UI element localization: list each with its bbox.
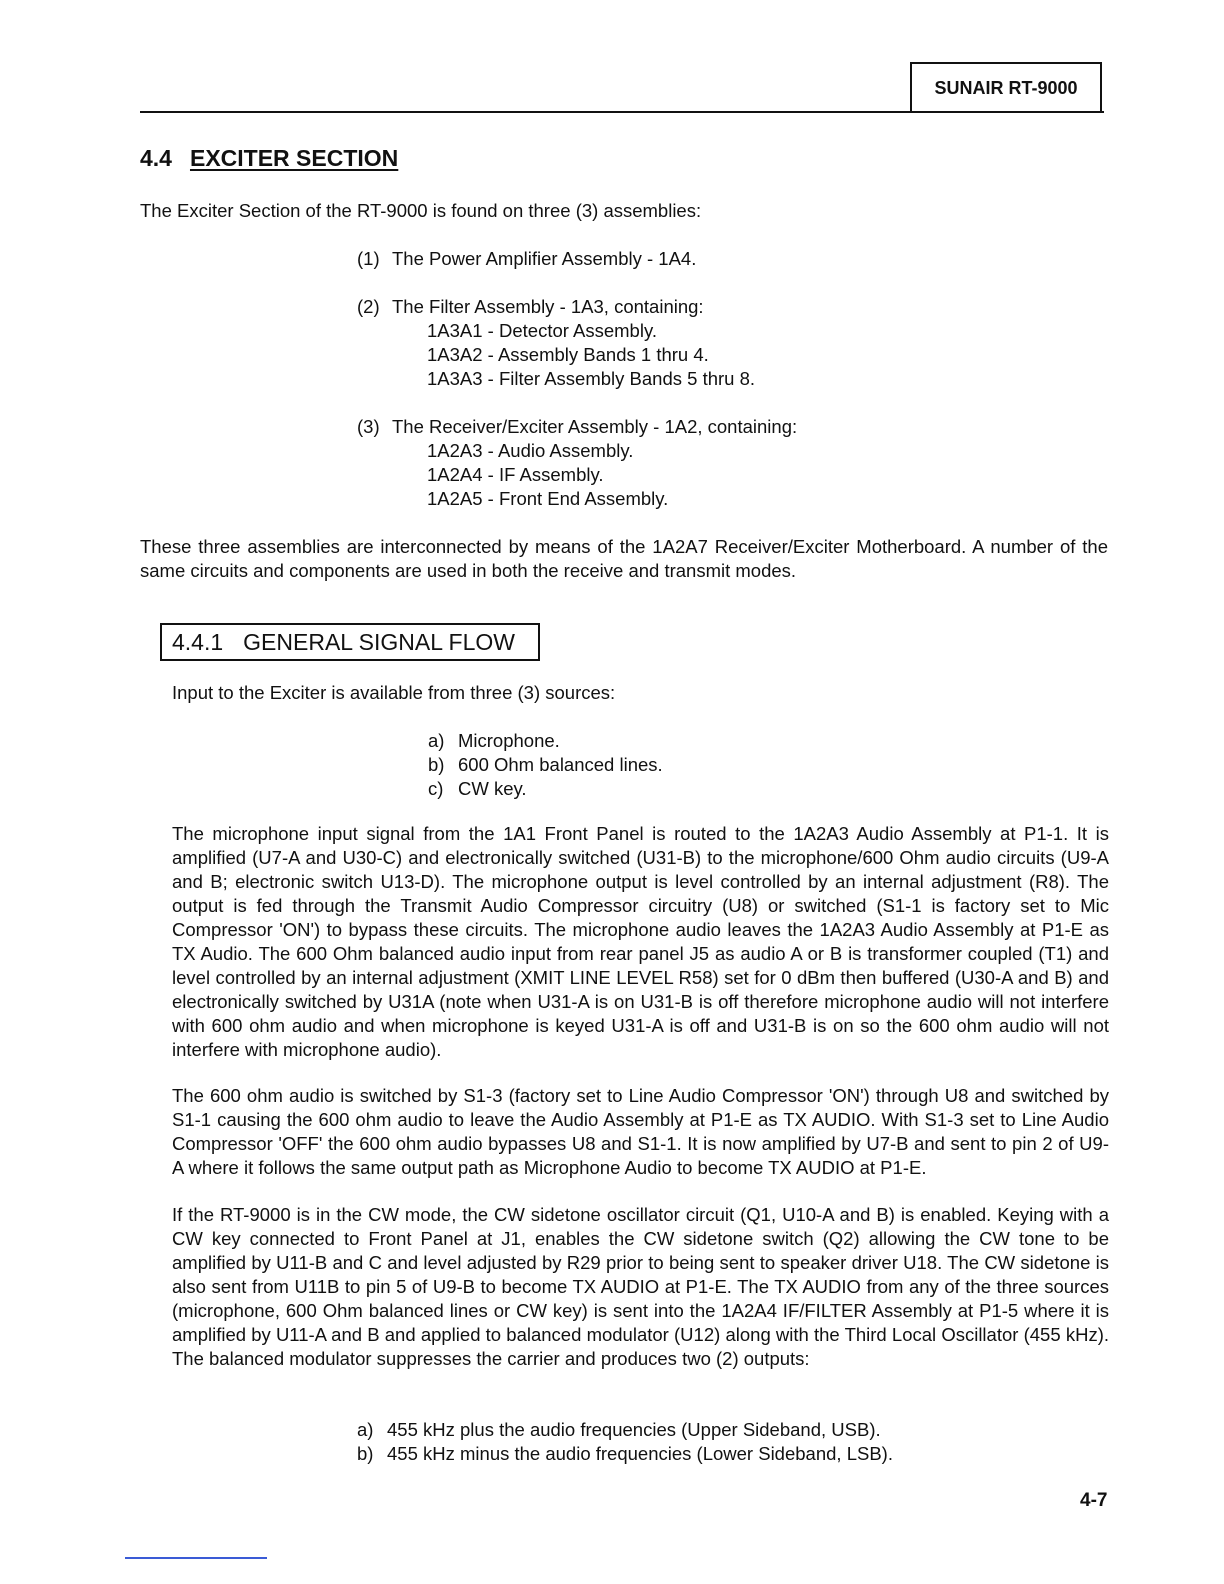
header-rule xyxy=(140,111,1104,113)
list-item xyxy=(428,777,663,801)
item-text: Microphone. xyxy=(458,730,560,751)
item-text: 455 kHz minus the audio frequencies (Lower Sideband, LSB). xyxy=(387,1443,893,1464)
sub-item: 1A3A3 - Filter Assembly Bands 5 thru 8. xyxy=(427,368,756,389)
line-audio-paragraph: The 600 ohm audio is switched by S1-3 (factory set to Line Audio Compressor 'ON') through U8 and switched by S1-1 causing the 600 ohm audio to leave the Audio Assembly at P1-E as TX AUDIO. With S1-3 set to Line Audio Compressor 'OFF' the 600 ohm audio bypasses U8 and S1-1. It is now amplified by U7-B and sent to pin 2 of U9-A where it follows the same output path as Microphone Audio to become TX AUDIO at P1-E. xyxy=(172,1085,1109,1178)
item-marker: (3) xyxy=(357,416,380,437)
item-marker: (2) xyxy=(357,296,380,317)
page-number: 4-7 xyxy=(1080,1490,1108,1511)
list-item xyxy=(428,729,663,753)
sub-item: 1A2A4 - IF Assembly. xyxy=(427,464,604,485)
assembly-list xyxy=(357,247,797,511)
sub-item: 1A3A1 - Detector Assembly. xyxy=(427,320,657,341)
source-list xyxy=(428,729,663,801)
item-text: 600 Ohm balanced lines. xyxy=(458,754,663,775)
cw-mode-paragraph: If the RT-9000 is in the CW mode, the CW sidetone oscillator circuit (Q1, U10-A and B) is enabled. Keying with a CW key connected to Front Panel at J1, enables the CW sidetone switch (Q2) allowing the CW tone to be amplified by U11-B and C and level adjusted by R29 prior to being sent to speaker driver U18. The CW sidetone is also sent from U11B to pin 5 of U9-B to become TX AUDIO at P1-E. The TX AUDIO from any of the three sources (microphone, 600 Ohm balanced lines or CW key) is sent into the 1A2A4 IF/FILTER Assembly at P1-5 where it is amplified by U11-A and B and applied to balanced modulator (U12) along with the Third Local Oscillator (455 kHz). The balanced modulator suppresses the carrier and produces two (2) outputs: xyxy=(172,1204,1109,1369)
item-text: 455 kHz plus the audio frequencies (Upper Sideband, USB). xyxy=(387,1419,881,1440)
output-list xyxy=(357,1418,893,1466)
list-item xyxy=(357,415,797,511)
item-text: CW key. xyxy=(458,778,527,799)
interconnect-paragraph: These three assemblies are interconnected by means of the 1A2A7 Receiver/Exciter Motherboard. A number of the same circuits and components are used in both the receive and transmit modes. xyxy=(140,536,1108,581)
item-marker: a) xyxy=(357,1419,374,1440)
item-marker: b) xyxy=(428,754,445,775)
intro-paragraph: The Exciter Section of the RT-9000 is found on three (3) assemblies: xyxy=(140,200,702,221)
section-number: 4.4 xyxy=(140,145,172,171)
item-marker: c) xyxy=(428,778,444,799)
section-title xyxy=(140,145,398,172)
header-label: SUNAIR RT-9000 xyxy=(934,77,1078,98)
list-item xyxy=(357,247,797,271)
item-marker: b) xyxy=(357,1443,374,1464)
sub-item: 1A2A5 - Front End Assembly. xyxy=(427,488,669,509)
item-marker: a) xyxy=(428,730,445,751)
section-title-text: EXCITER SECTION xyxy=(189,145,399,171)
sub-item: 1A3A2 - Assembly Bands 1 thru 4. xyxy=(427,344,709,365)
footer-rule xyxy=(125,1557,267,1559)
sources-intro: Input to the Exciter is available from three (3) sources: xyxy=(172,682,616,703)
item-marker: (1) xyxy=(357,248,380,269)
subsection-heading-box xyxy=(160,623,540,661)
sub-item: 1A2A3 - Audio Assembly. xyxy=(427,440,634,461)
item-text: The Receiver/Exciter Assembly - 1A2, containing: xyxy=(392,416,798,437)
subsection-title: GENERAL SIGNAL FLOW xyxy=(243,628,515,655)
item-text: The Power Amplifier Assembly - 1A4. xyxy=(392,248,697,269)
header-label-box xyxy=(910,62,1102,112)
microphone-paragraph: The microphone input signal from the 1A1 Front Panel is routed to the 1A2A3 Audio Assembly at P1-1. It is amplified (U7-A and U30-C) and electronically switched (U31-B) to the microphone/600 Ohm audio circuits (U9-A and B; electronic switch U13-D). The microphone output is level controlled by an internal adjustment (R8). The output is fed through the Transmit Audio Compressor circuitry (U8) or switched (S1-1 is factory set to Mic Compressor 'ON') to bypass these circuits. The microphone audio leaves the 1A2A3 Audio Assembly at P1-E as TX Audio. The 600 Ohm balanced audio input from rear panel J5 as audio A or B is transformer coupled (T1) and level controlled by an internal adjustment (XMIT LINE LEVEL R58) set for 0 dBm then buffered (U30-A and B) and electronically switched by U31A (note when U31-A is on U31-B is off therefore microphone audio will not interfere with 600 ohm audio and when microphone is keyed U31-A is off and U31-B is on so the 600 ohm audio will not interfere with microphone audio). xyxy=(172,823,1109,1060)
list-item xyxy=(428,753,663,777)
list-item xyxy=(357,1418,893,1442)
item-text: The Filter Assembly - 1A3, containing: xyxy=(392,296,704,317)
subsection-number: 4.4.1 xyxy=(172,628,224,655)
list-item xyxy=(357,295,797,391)
list-item xyxy=(357,1442,893,1466)
